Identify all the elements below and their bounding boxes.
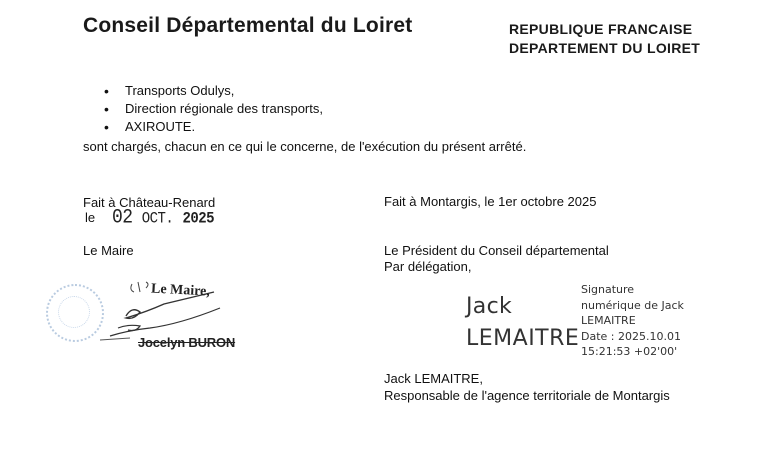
header-authority (509, 20, 700, 58)
sig-first-name: Jack (466, 294, 513, 319)
republic-label: REPUBLIQUE FRANCAISE (509, 21, 693, 37)
sig-last-name: LEMAITRE (466, 326, 580, 351)
stamp-month: OCT. (141, 209, 174, 229)
signatory-name: Jack LEMAITRE, (384, 371, 483, 386)
signatory-title: Responsable de l'agence territoriale de Montargis (384, 388, 670, 403)
delegation-label: Par délégation, (384, 259, 472, 274)
stamp-title: Le Maire, (150, 281, 211, 300)
list-item: • Direction régionale des transports, (104, 100, 323, 118)
president-block (384, 243, 609, 275)
mayor-role: Le Maire (83, 243, 134, 258)
sig-line: LEMAITRE (581, 314, 636, 328)
recipients-list (104, 82, 323, 136)
list-item: • AXIROUTE. (104, 118, 323, 136)
date-stamp (112, 207, 214, 230)
page-title: Conseil Départemental du Loiret (83, 14, 413, 37)
sig-line: Date : 2025.10.01 (581, 329, 681, 343)
digital-signature-name (466, 291, 579, 355)
seal-inner-ring (58, 296, 90, 328)
stamp-year: 2025 (182, 209, 215, 229)
sig-line: numérique de Jack (581, 298, 684, 312)
sig-line: Signature (581, 283, 635, 296)
signatory-block (384, 370, 670, 404)
stamp-name: Jocelyn BURON (138, 335, 236, 350)
president-role: Le Président du Conseil départemental (384, 243, 609, 258)
stamp-day: 02 (112, 206, 133, 230)
execution-paragraph: sont chargés, chacun en ce qui le concerne, de l'exécution du présent arrêté. (83, 139, 527, 154)
sig-line: 15:21:53 +02'00' (581, 345, 678, 359)
left-made-at: Fait à Château-Renard (83, 195, 216, 210)
right-made-at: Fait à Montargis, le 1er octobre 2025 (384, 194, 597, 209)
le-label: le (85, 210, 96, 225)
department-label: DEPARTEMENT DU LOIRET (509, 40, 701, 56)
list-item: • Transports Odulys, (104, 82, 323, 100)
digital-signature-details (581, 282, 684, 360)
